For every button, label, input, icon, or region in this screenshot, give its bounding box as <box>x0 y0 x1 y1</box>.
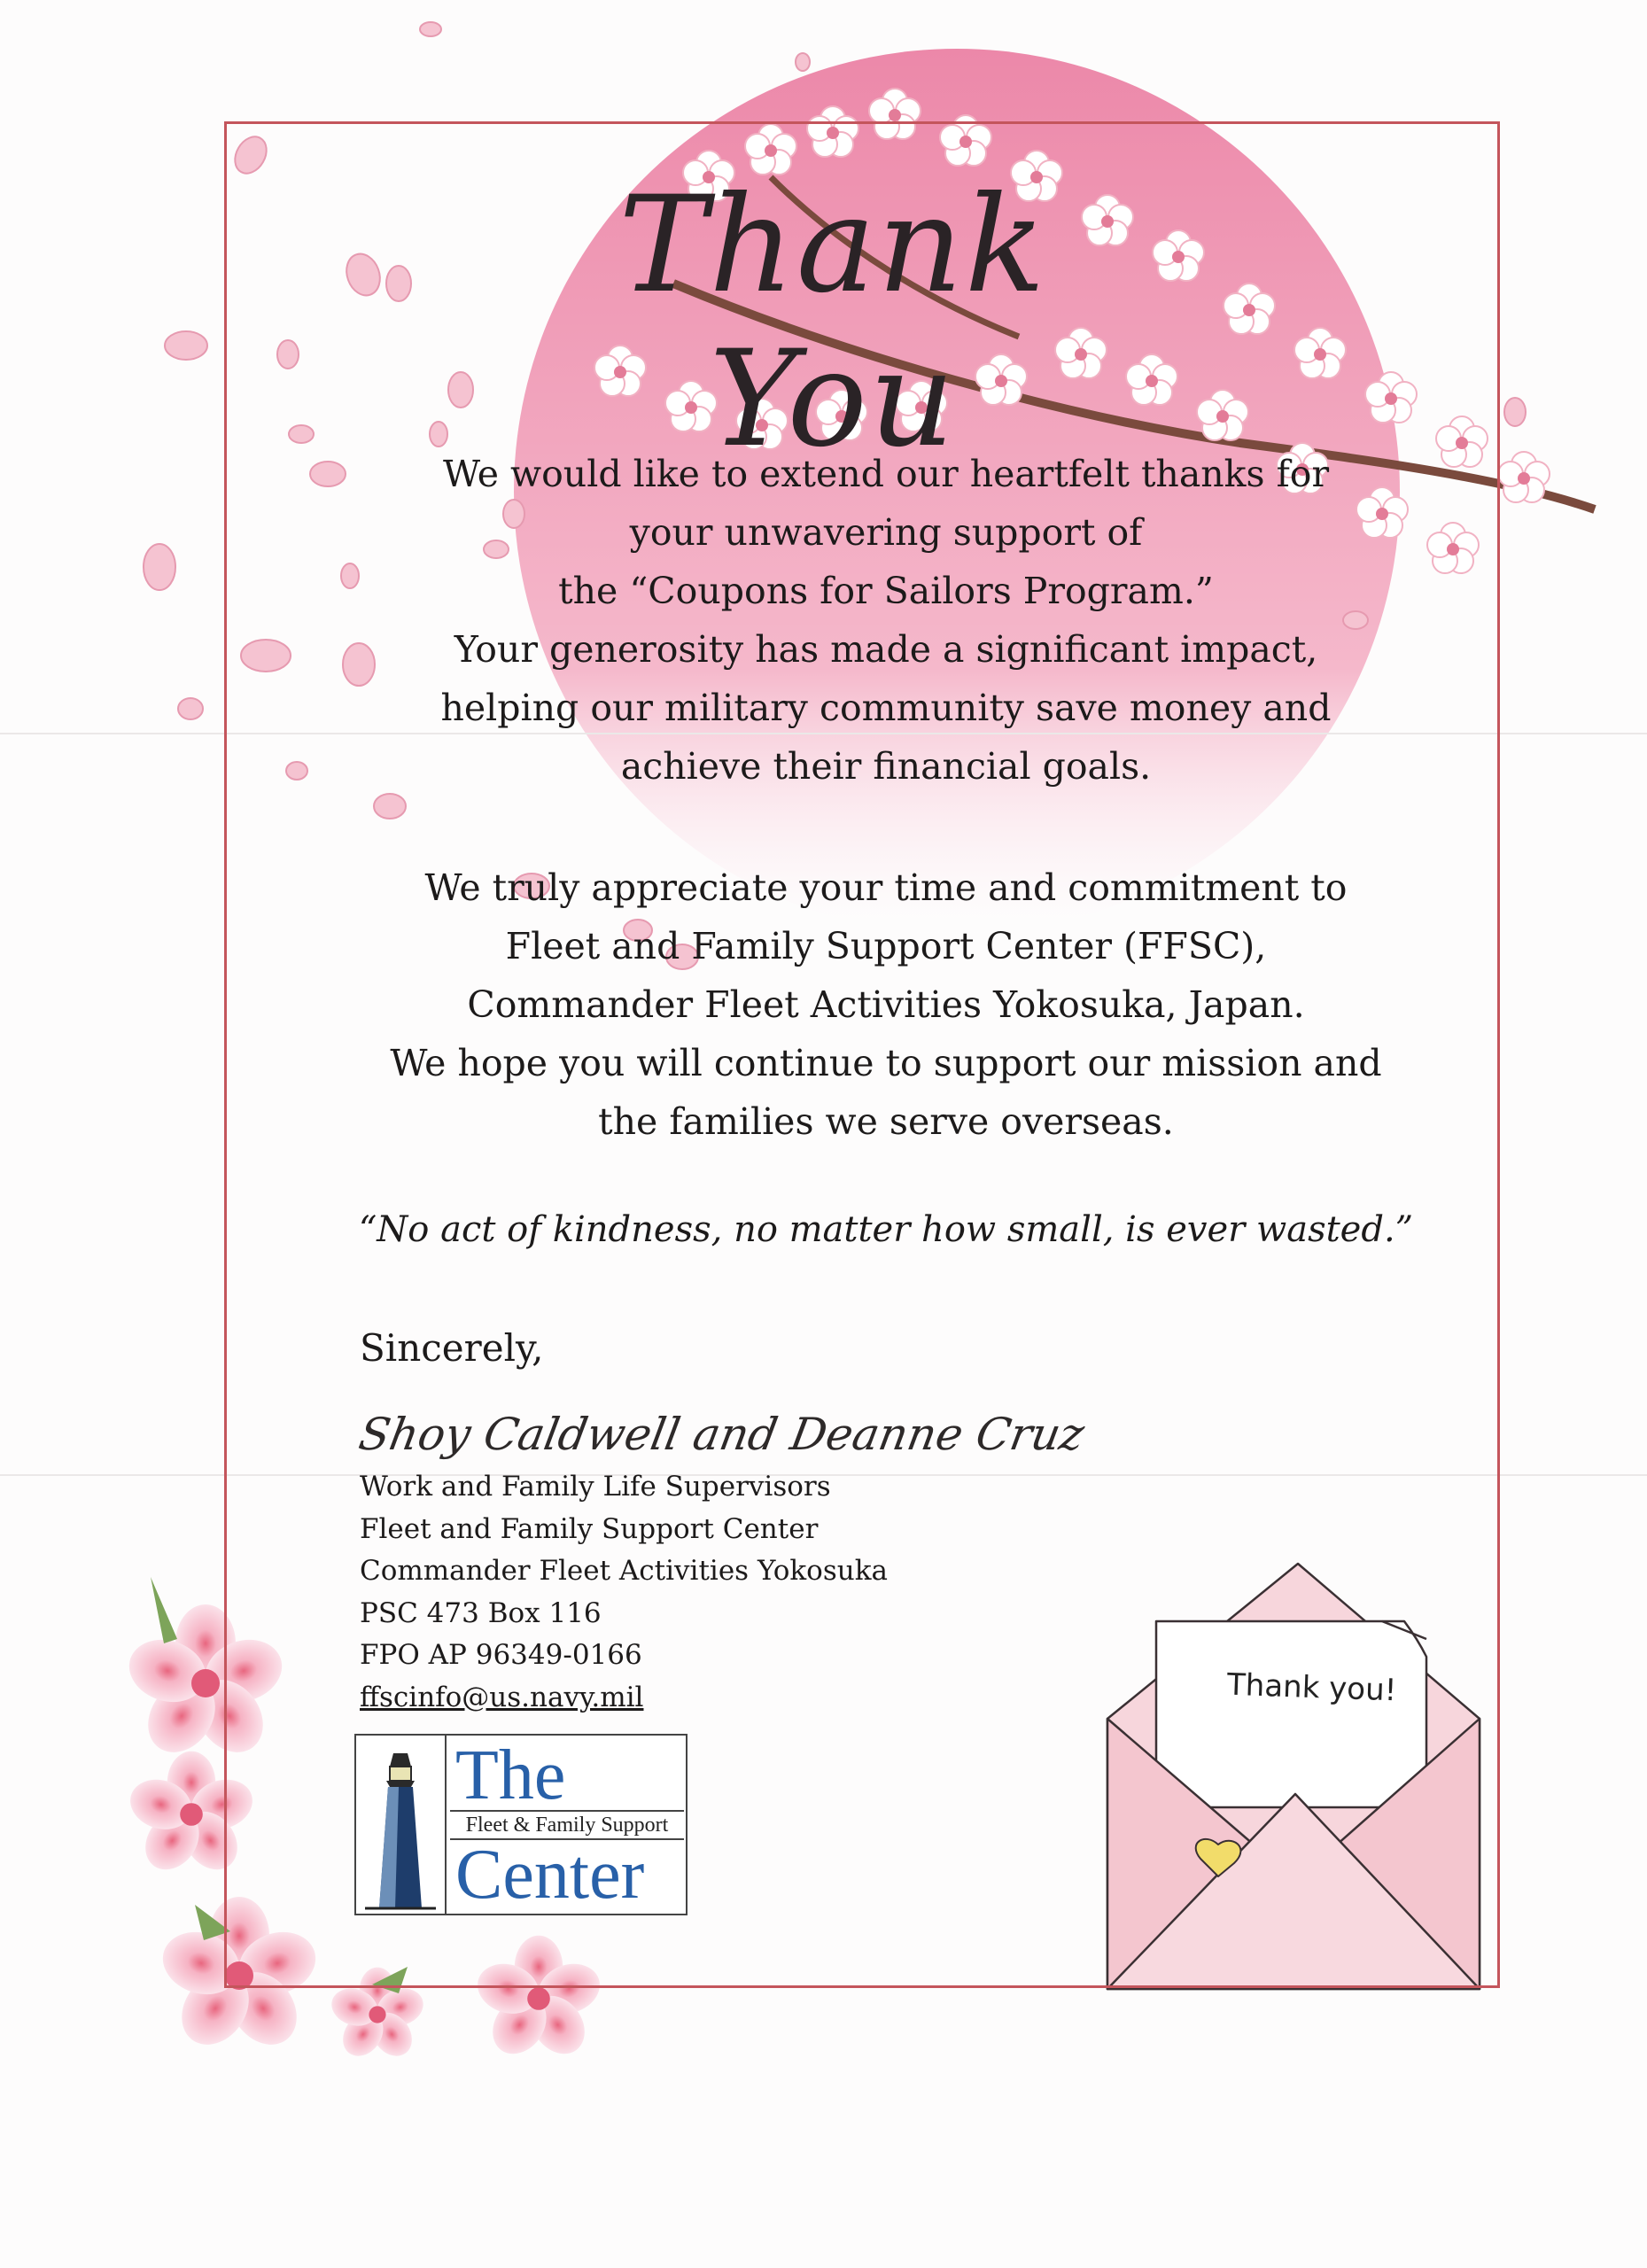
text-line: the families we serve overseas. <box>598 1100 1174 1143</box>
sender-org: Fleet and Family Support Center <box>360 1512 819 1545</box>
text-line: We would like to extend our heartfelt thanks for <box>442 453 1330 495</box>
lighthouse-icon <box>356 1736 447 1914</box>
envelope-note-text: Thank you! <box>1226 1666 1397 1709</box>
text-line: We truly appreciate your time and commitment to <box>424 866 1348 909</box>
text-line: helping our military community save money and <box>440 687 1332 729</box>
logo-text-the: The <box>455 1736 566 1814</box>
logo-text-center: Center <box>455 1836 645 1914</box>
text-line: Commander Fleet Activities Yokosuka, Japan. <box>467 983 1305 1026</box>
logo-text-subtitle: Fleet & Family Support <box>450 1810 684 1840</box>
thank-you-heading: Thank You <box>618 168 1047 477</box>
paragraph-thanks <box>337 445 1435 796</box>
paragraph-appreciation <box>337 858 1435 1151</box>
text-line: Your generosity has made a significant impact, <box>454 628 1318 671</box>
kindness-quote: “No act of kindness, no matter how small, is ever wasted.” <box>358 1209 1414 1250</box>
sender-address-line2: FPO AP 96349-0166 <box>360 1639 642 1671</box>
sender-address-line1: PSC 473 Box 116 <box>360 1596 602 1629</box>
text-line: the “Coupons for Sailors Program.” <box>558 570 1214 612</box>
handwritten-signature: Shoy Caldwell and Deanne Cruz <box>354 1409 1089 1460</box>
ffsc-logo <box>354 1734 688 1915</box>
text-line: We hope you will continue to support our mission and <box>390 1042 1382 1084</box>
sender-command: Commander Fleet Activities Yokosuka <box>360 1555 888 1587</box>
text-line: your unwavering support of <box>629 511 1143 554</box>
sender-title: Work and Family Life Supervisors <box>360 1471 831 1503</box>
text-line: achieve their financial goals. <box>620 745 1152 788</box>
closing-salutation: Sincerely, <box>360 1326 544 1370</box>
sender-block <box>360 1466 888 1719</box>
sender-email-link[interactable]: ffscinfo@us.navy.mil <box>360 1681 644 1713</box>
text-line: Fleet and Family Support Center (FFSC), <box>505 925 1267 967</box>
